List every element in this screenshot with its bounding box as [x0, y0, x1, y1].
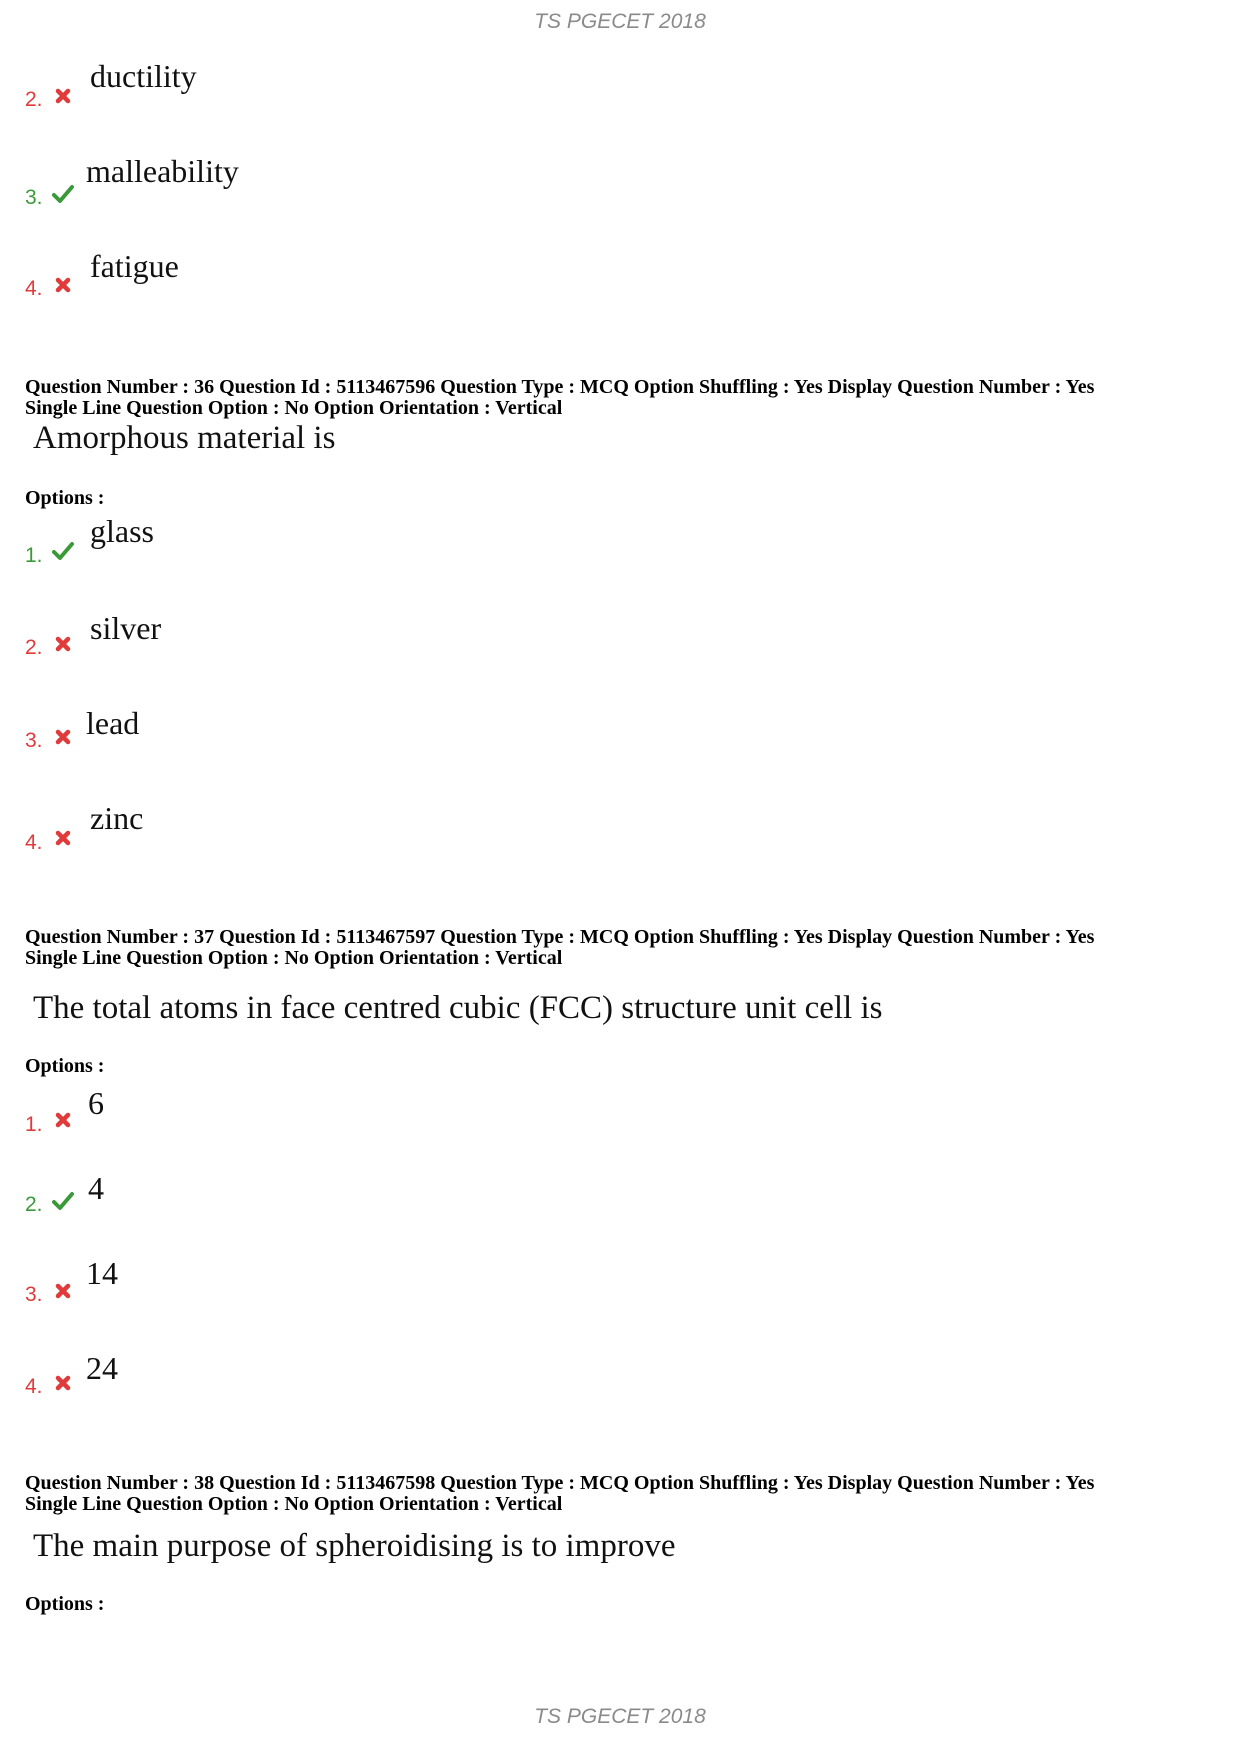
check-icon — [52, 540, 74, 562]
cross-icon — [52, 726, 74, 748]
question-meta-line2: Single Line Question Option : No Option Orientation : Vertical — [25, 947, 563, 969]
option-text: 14 — [86, 1255, 118, 1291]
question-meta-line2: Single Line Question Option : No Option Orientation : Vertical — [25, 397, 563, 419]
question-text: Amorphous material is — [33, 420, 336, 456]
page-footer-watermark: TS PGECET 2018 — [534, 1705, 706, 1728]
option-text: lead — [86, 705, 140, 741]
option-number: 2. — [25, 1193, 43, 1216]
option-text: 4 — [88, 1170, 104, 1206]
option-number: 2. — [25, 88, 43, 111]
check-icon — [52, 183, 74, 205]
options-label: Options : — [25, 487, 105, 509]
option-number: 1. — [25, 544, 43, 567]
question-text: The total atoms in face centred cubic (FCC) structure unit cell is — [33, 990, 883, 1026]
question-meta — [25, 927, 1225, 969]
option-number: 1. — [25, 1113, 43, 1136]
option-text: glass — [90, 513, 154, 549]
option-text: ductility — [90, 58, 197, 94]
option-number: 2. — [25, 636, 43, 659]
option-number: 4. — [25, 831, 43, 854]
question-meta-line1: Question Number : 37 Question Id : 5113467597 Question Type : MCQ Option Shuffling : Yes Display Question Number : Yes — [25, 926, 1095, 948]
question-meta-line2: Single Line Question Option : No Option Orientation : Vertical — [25, 1493, 563, 1515]
cross-icon — [52, 1280, 74, 1302]
option-number: 3. — [25, 1283, 43, 1306]
cross-icon — [52, 827, 74, 849]
option-text: 24 — [86, 1350, 118, 1386]
cross-icon — [52, 85, 74, 107]
question-meta — [25, 1473, 1225, 1515]
option-text: zinc — [90, 800, 144, 836]
question-text: The main purpose of spheroidising is to improve — [33, 1528, 676, 1564]
cross-icon — [52, 274, 74, 296]
cross-icon — [52, 633, 74, 655]
page-header-watermark: TS PGECET 2018 — [534, 10, 706, 33]
option-text: malleability — [86, 153, 239, 189]
check-icon — [52, 1190, 74, 1212]
option-text: silver — [90, 610, 162, 646]
option-number: 4. — [25, 1375, 43, 1398]
option-text: 6 — [88, 1085, 104, 1121]
question-meta-line1: Question Number : 36 Question Id : 5113467596 Question Type : MCQ Option Shuffling : Yes Display Question Number : Yes — [25, 376, 1095, 398]
options-label: Options : — [25, 1593, 105, 1615]
cross-icon — [52, 1372, 74, 1394]
option-number: 3. — [25, 729, 43, 752]
option-number: 4. — [25, 277, 43, 300]
question-meta-line1: Question Number : 38 Question Id : 5113467598 Question Type : MCQ Option Shuffling : Yes Display Question Number : Yes — [25, 1472, 1095, 1494]
option-number: 3. — [25, 186, 43, 209]
question-meta — [25, 377, 1225, 419]
option-text: fatigue — [90, 248, 179, 284]
options-label: Options : — [25, 1055, 105, 1077]
cross-icon — [52, 1109, 74, 1131]
